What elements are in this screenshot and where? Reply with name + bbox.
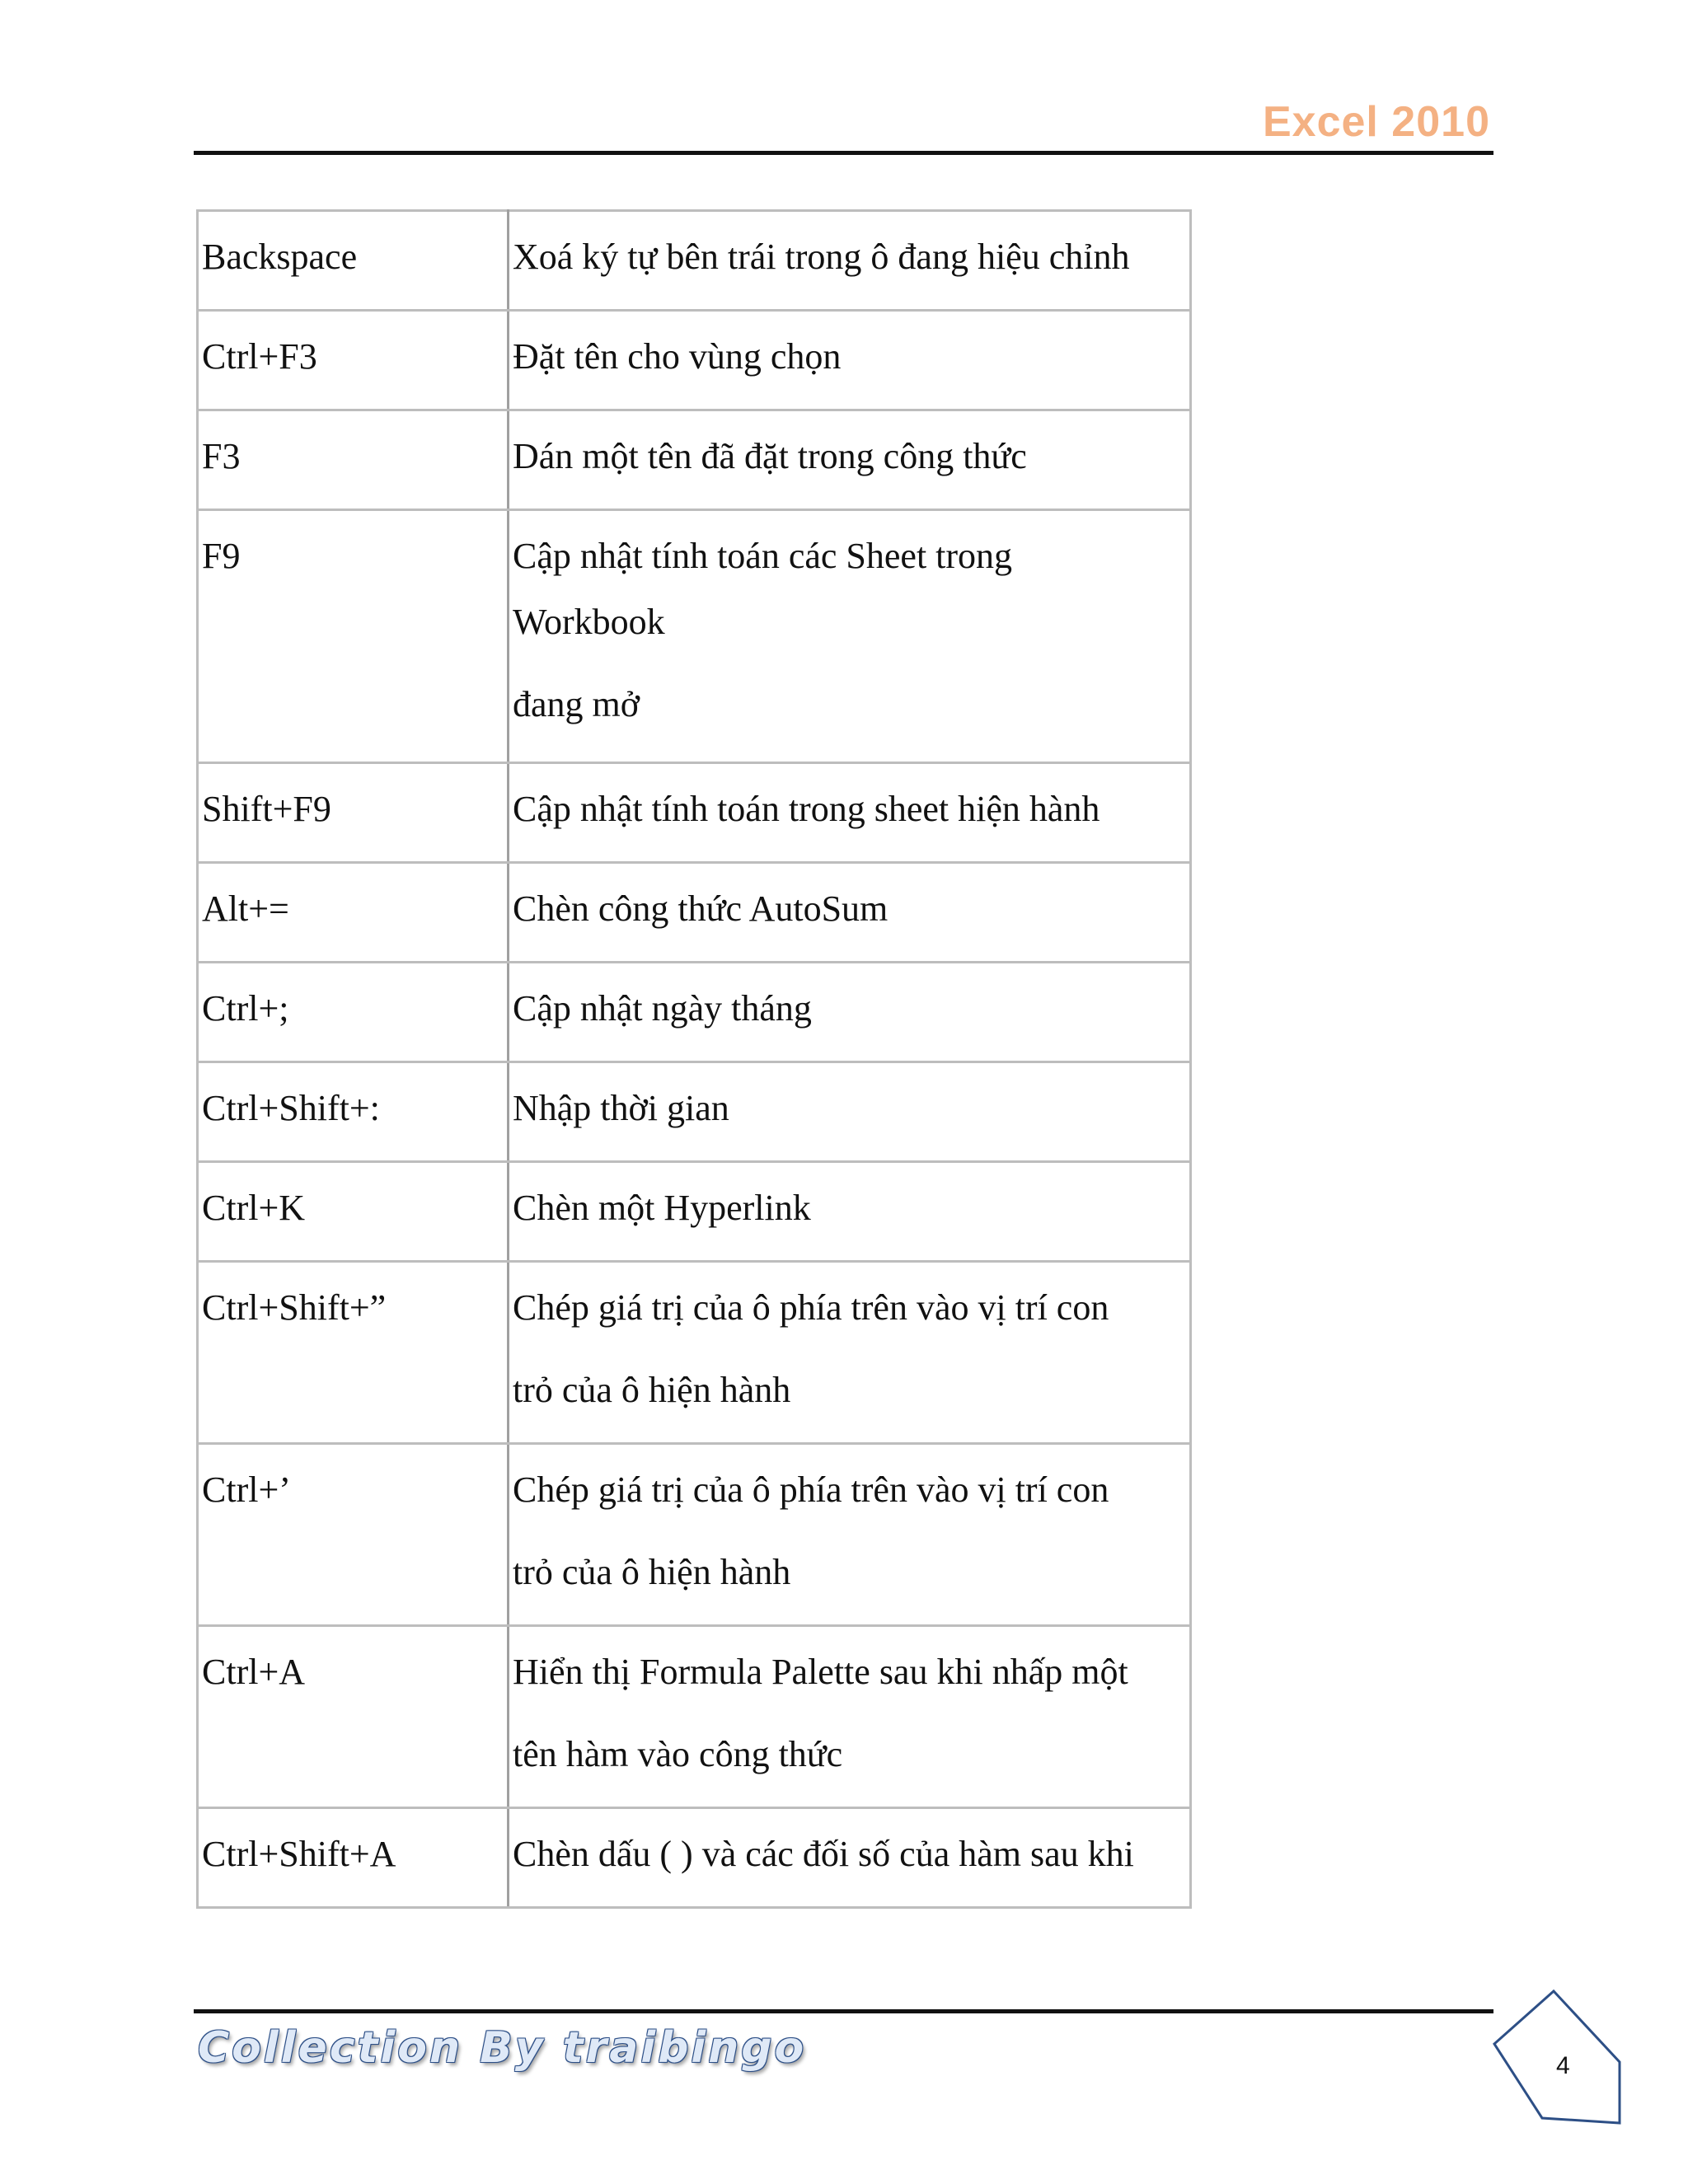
- description-line: Chép giá trị của ô phía trên vào vị trí con: [513, 1287, 1109, 1328]
- description-line: Đặt tên cho vùng chọn: [513, 336, 842, 377]
- description-line: Xoá ký tự bên trái trong ô đang hiệu chỉnh: [513, 237, 1130, 277]
- shortcut-key: Ctrl+Shift+:: [198, 1062, 509, 1162]
- shortcut-key: Shift+F9: [198, 763, 509, 863]
- shortcut-key: Backspace: [198, 211, 509, 311]
- description-line: Cập nhật tính toán trong sheet hiện hành: [513, 789, 1100, 829]
- description-line: Hiển thị Formula Palette sau khi nhấp một: [513, 1652, 1128, 1692]
- description-line: Chèn một Hyperlink: [513, 1188, 811, 1228]
- table-row: [198, 1808, 1191, 1908]
- description-line: Nhập thời gian: [513, 1088, 729, 1128]
- shortcut-key: F9: [198, 510, 509, 763]
- table-row: [198, 763, 1191, 863]
- shortcut-description: [509, 1444, 1191, 1626]
- shortcut-key: Ctrl+’: [198, 1444, 509, 1626]
- shortcut-description: [509, 1162, 1191, 1262]
- shortcut-description: [509, 763, 1191, 863]
- description-line: đang mở: [513, 684, 640, 724]
- footer-rule: [194, 2009, 1493, 2013]
- footer-credit: Collection By traibingo: [198, 2023, 807, 2073]
- shortcut-description: [509, 211, 1191, 311]
- table-row: [198, 311, 1191, 410]
- description-line: trỏ của ô hiện hành: [513, 1552, 791, 1592]
- shortcut-key: Ctrl+Shift+”: [198, 1262, 509, 1444]
- description-line: tên hàm vào công thức: [513, 1734, 843, 1774]
- shortcut-description: [509, 1062, 1191, 1162]
- description-line: trỏ của ô hiện hành: [513, 1370, 791, 1410]
- shortcut-key: Ctrl+A: [198, 1626, 509, 1808]
- description-line: Chèn công thức AutoSum: [513, 888, 889, 929]
- shortcut-key: Ctrl+Shift+A: [198, 1808, 509, 1908]
- description-line: Workbook: [513, 602, 665, 642]
- table-row: [198, 863, 1191, 963]
- table-row: [198, 410, 1191, 510]
- document-header-title: Excel 2010: [1262, 98, 1490, 146]
- shortcut-description: [509, 863, 1191, 963]
- header-rule: [194, 151, 1493, 155]
- shortcut-description: [509, 311, 1191, 410]
- shortcut-description: [509, 1808, 1191, 1908]
- table-row: [198, 1162, 1191, 1262]
- shortcut-key: F3: [198, 410, 509, 510]
- shortcut-description: [509, 510, 1191, 763]
- description-line: Chép giá trị của ô phía trên vào vị trí con: [513, 1469, 1109, 1510]
- table-row: [198, 1444, 1191, 1626]
- table-row: [198, 1262, 1191, 1444]
- table-row: [198, 510, 1191, 763]
- description-line: Chèn dấu ( ) và các đối số của hàm sau khi: [513, 1834, 1134, 1874]
- description-line: Cập nhật ngày tháng: [513, 988, 812, 1029]
- table-row: [198, 211, 1191, 311]
- table-row: [198, 1062, 1191, 1162]
- shortcut-key: Ctrl+;: [198, 963, 509, 1062]
- page-number: 4: [1556, 2052, 1570, 2079]
- shortcut-description: [509, 1626, 1191, 1808]
- shortcut-key: Alt+=: [198, 863, 509, 963]
- shortcut-description: [509, 410, 1191, 510]
- description-line: Dán một tên đã đặt trong công thức: [513, 436, 1027, 476]
- shortcut-key: Ctrl+F3: [198, 311, 509, 410]
- shortcut-description: [509, 963, 1191, 1062]
- table-row: [198, 1626, 1191, 1808]
- description-line: Cập nhật tính toán các Sheet trong: [513, 536, 1013, 576]
- shortcut-table: [196, 209, 1192, 1909]
- shortcut-description: [509, 1262, 1191, 1444]
- shortcut-key: Ctrl+K: [198, 1162, 509, 1262]
- table-row: [198, 963, 1191, 1062]
